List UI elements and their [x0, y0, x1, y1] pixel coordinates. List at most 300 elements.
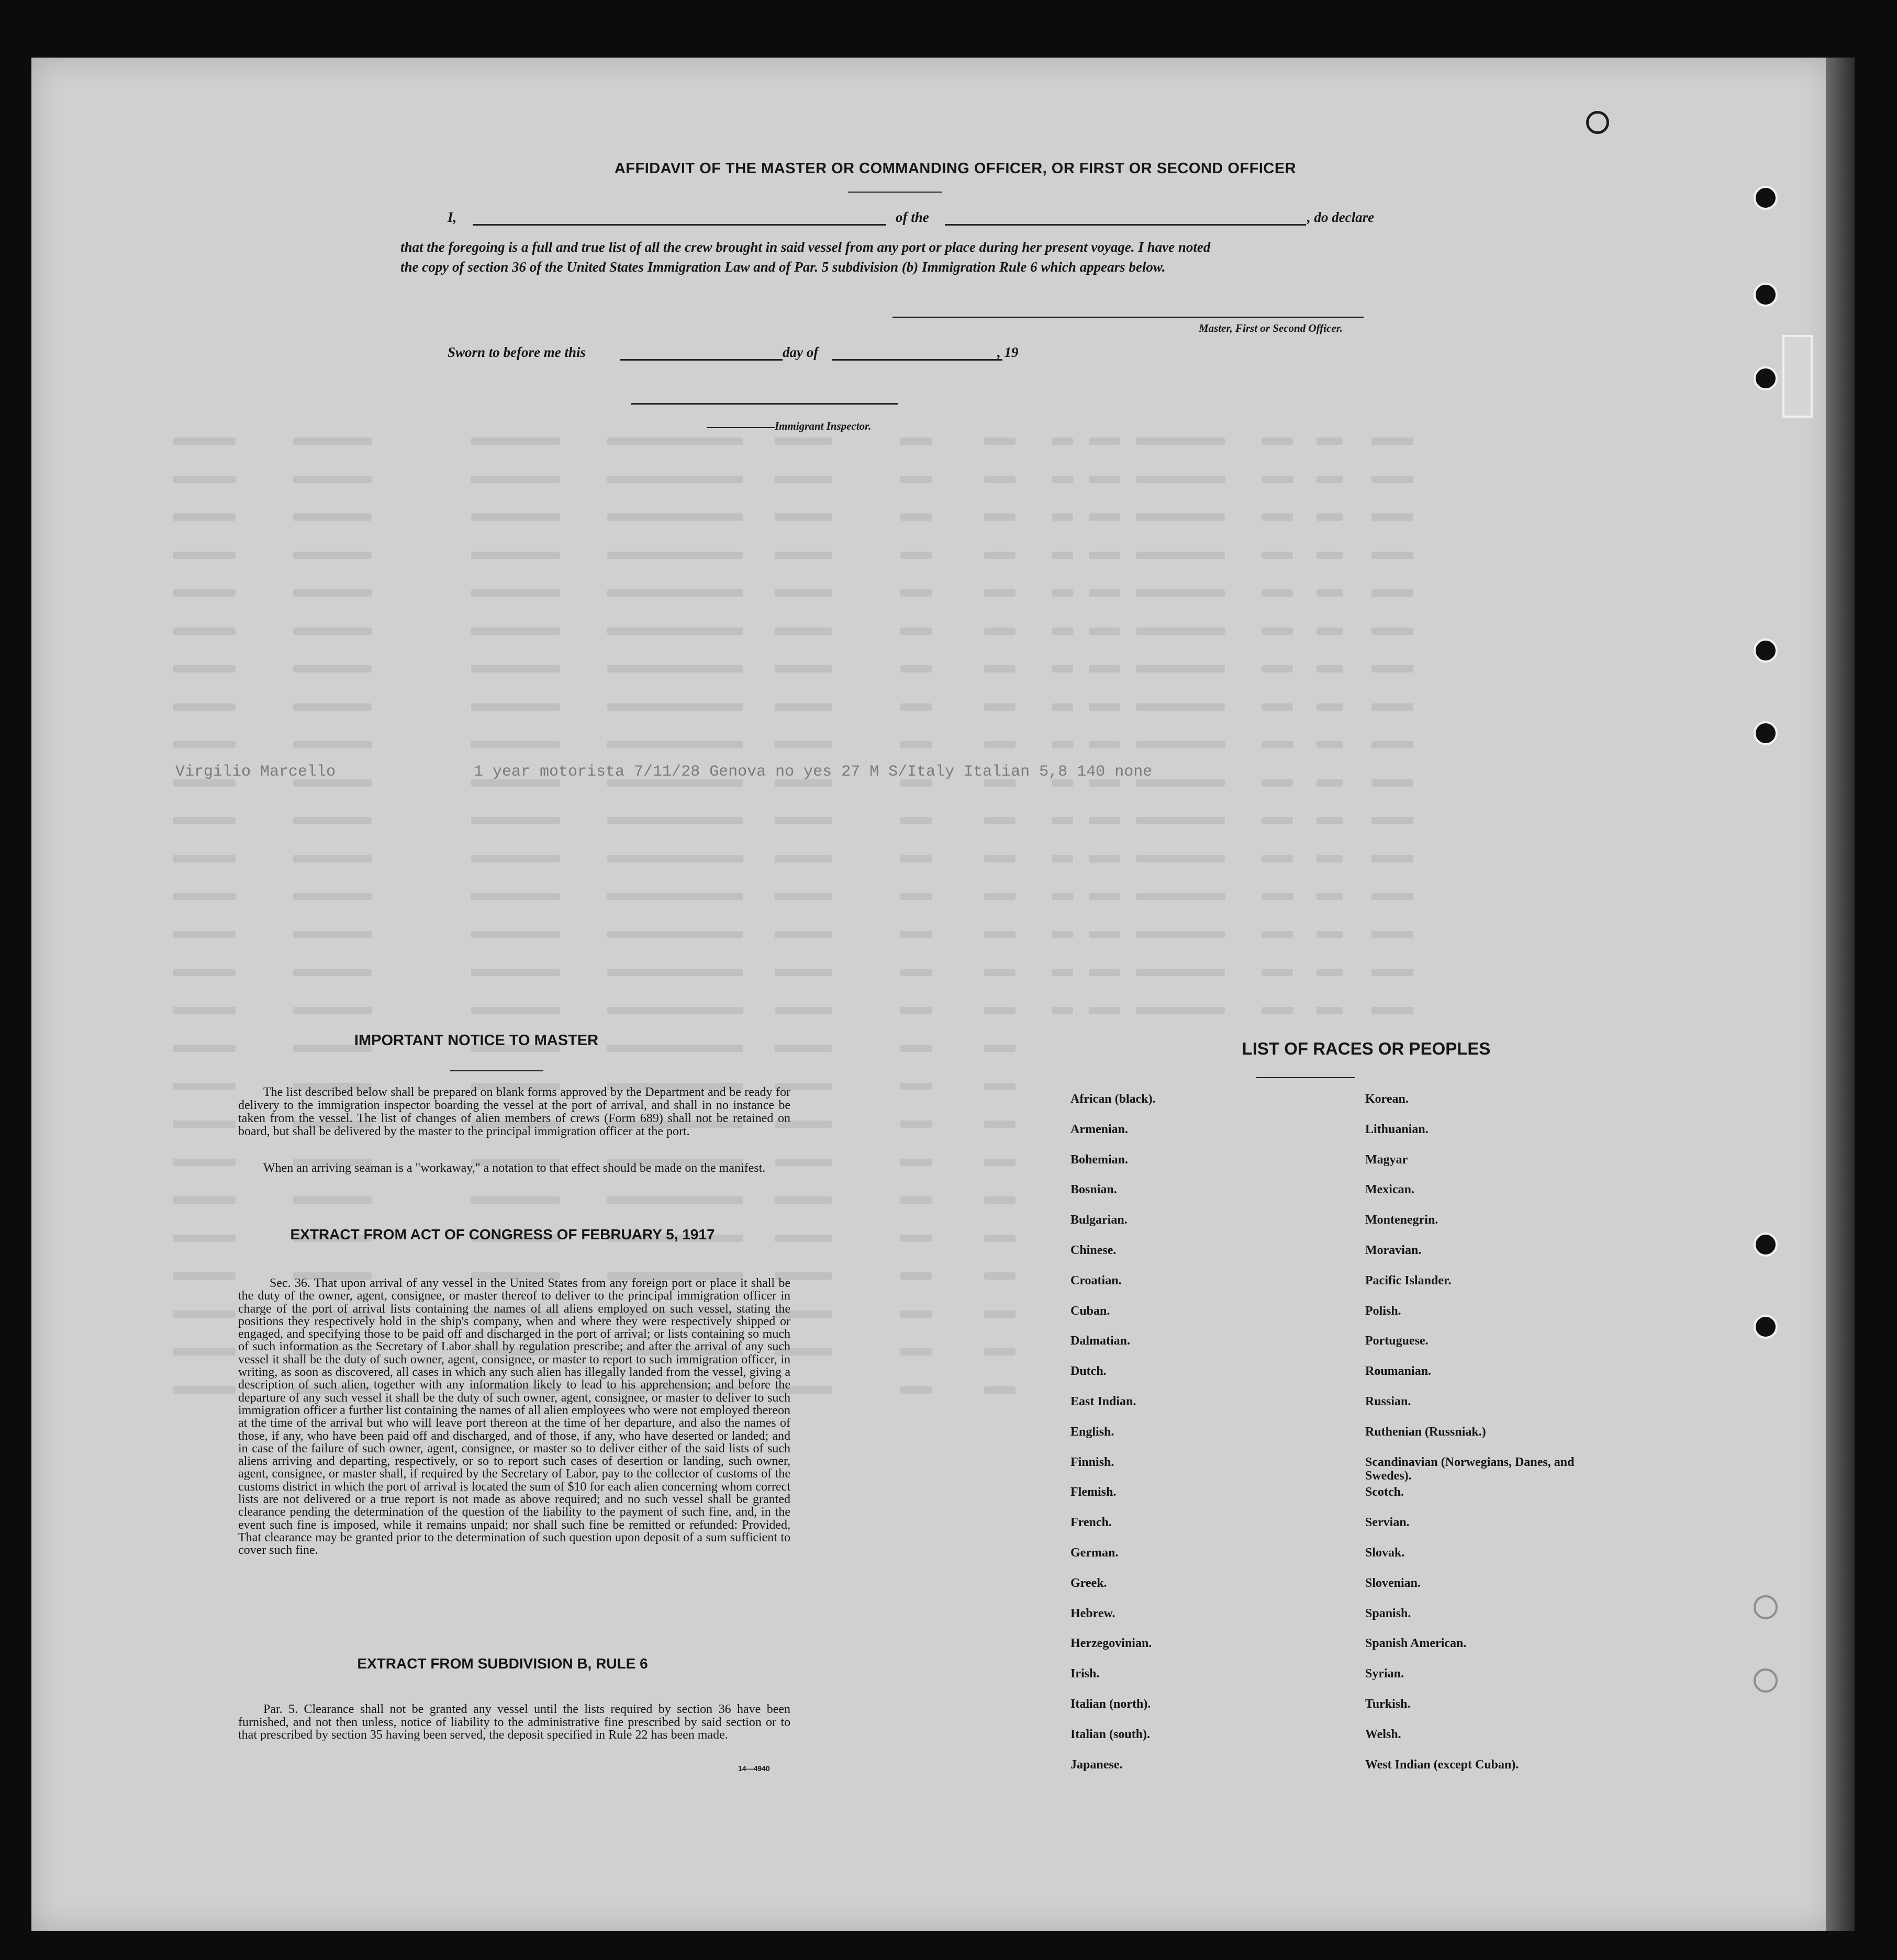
notice-rule — [450, 1070, 543, 1071]
binder-ring-icon — [1586, 111, 1609, 134]
bleed-through-mark — [607, 513, 743, 521]
bleed-through-mark — [173, 1121, 236, 1128]
bleed-through-mark — [1262, 628, 1293, 635]
bleed-through-mark — [1316, 476, 1343, 483]
race-item: Welsh. — [1365, 1727, 1401, 1741]
bleed-through-mark — [173, 1159, 236, 1166]
race-item: German. — [1070, 1545, 1119, 1560]
bleed-through-mark — [1371, 665, 1413, 673]
bleed-through-mark — [775, 817, 832, 824]
bleed-through-mark — [1262, 931, 1293, 938]
bleed-through-mark — [607, 552, 743, 559]
inspector-signature-field[interactable] — [631, 403, 898, 405]
bleed-through-mark — [1262, 817, 1293, 824]
race-item: Pacific Islander. — [1365, 1273, 1452, 1287]
bleed-through-mark — [775, 1045, 832, 1052]
bleed-through-mark — [173, 1007, 236, 1014]
bleed-through-mark — [607, 931, 743, 938]
bleed-through-mark — [293, 589, 372, 597]
inspector-label: Immigrant Inspector. — [775, 420, 872, 432]
bleed-through-mark — [775, 589, 832, 597]
bleed-through-mark — [775, 665, 832, 673]
race-item: Italian (north). — [1070, 1697, 1151, 1711]
bleed-through-mark — [1089, 931, 1120, 938]
race-item: Spanish. — [1365, 1606, 1411, 1620]
bleed-through-mark — [471, 552, 560, 559]
bleed-through-mark — [775, 969, 832, 976]
bleed-through-mark — [984, 931, 1016, 938]
bleed-through-mark — [984, 476, 1016, 483]
bleed-through-mark — [984, 1045, 1016, 1052]
bleed-through-mark — [293, 665, 372, 673]
bleed-through-mark — [173, 552, 236, 559]
bleed-through-mark — [173, 855, 236, 863]
bleed-through-mark — [900, 589, 932, 597]
notice-paragraph-2: When an arriving seaman is a "workaway," a notation to that effect should be made on the manifest. — [263, 1161, 766, 1175]
bleed-through-mark — [984, 552, 1016, 559]
bleed-through-mark — [900, 438, 932, 445]
bleed-through-mark — [900, 1311, 932, 1318]
bleed-through-mark — [1371, 741, 1413, 748]
bleed-through-mark — [293, 552, 372, 559]
bleed-through-mark — [293, 1196, 372, 1204]
bleed-through-mark — [1262, 1007, 1293, 1014]
bleed-through-mark — [607, 1007, 743, 1014]
race-item: Polish. — [1365, 1304, 1401, 1318]
race-item: Scotch. — [1365, 1485, 1404, 1499]
bleed-through-mark — [471, 1196, 560, 1204]
bleed-through-mark — [775, 855, 832, 863]
bleed-through-mark — [1052, 476, 1073, 483]
bleed-through-mark — [173, 1272, 236, 1280]
bleed-through-mark — [900, 817, 932, 824]
bleed-through-mark — [1316, 589, 1343, 597]
bleed-through-mark — [1089, 1007, 1120, 1014]
bleed-through-mark — [173, 513, 236, 521]
bleed-through-mark — [1371, 969, 1413, 976]
bleed-through-mark — [1262, 552, 1293, 559]
bleed-through-mark — [1371, 628, 1413, 635]
bleed-through-mark — [900, 628, 932, 635]
bleed-through-mark — [1136, 817, 1225, 824]
race-item: Turkish. — [1365, 1697, 1411, 1711]
bleed-through-mark — [1371, 779, 1413, 787]
race-item: African (black). — [1070, 1092, 1156, 1106]
bleed-through-mark — [471, 817, 560, 824]
inspector-rule — [707, 427, 775, 428]
bleed-through-mark — [471, 513, 560, 521]
label-do-declare: , do declare — [1307, 209, 1375, 225]
bleed-through-mark — [471, 969, 560, 976]
bleed-through-mark — [1136, 552, 1225, 559]
bleed-through-mark — [1089, 665, 1120, 673]
bleed-through-mark — [984, 1159, 1016, 1166]
bleed-through-mark — [1136, 855, 1225, 863]
binder-edge — [1826, 58, 1855, 1931]
race-item: Spanish American. — [1365, 1637, 1467, 1651]
affidavit-title: AFFIDAVIT OF THE MASTER OR COMMANDING OFFICER, OR FIRST OR SECOND OFFICER — [614, 160, 1297, 177]
bleed-through-mark — [607, 703, 743, 711]
bleed-through-mark — [775, 628, 832, 635]
bleed-through-mark — [1089, 855, 1120, 863]
race-item: Greek. — [1070, 1576, 1107, 1590]
bleed-through-mark — [984, 1348, 1016, 1356]
bleed-through-mark — [607, 817, 743, 824]
bleed-through-row: 1 year motorista 7/11/28 Genova no yes 27 M S/Italy Italian 5,8 140 none — [474, 763, 1153, 781]
bleed-through-mark — [1089, 628, 1120, 635]
declaration-line — [448, 208, 1390, 227]
bleed-through-mark — [173, 476, 236, 483]
bleed-through-mark — [173, 969, 236, 976]
bleed-through-mark — [1371, 817, 1413, 824]
bleed-through-mark — [1316, 628, 1343, 635]
races-right-column — [1365, 1092, 1595, 1788]
bleed-through-mark — [984, 513, 1016, 521]
label-of-the: of the — [896, 209, 929, 225]
title-rule — [848, 192, 942, 193]
bleed-through-mark — [173, 893, 236, 900]
sworn-month-field[interactable] — [832, 359, 1002, 361]
punch-hole-icon — [1754, 283, 1778, 307]
race-item: Syrian. — [1365, 1667, 1404, 1681]
bleed-through-mark — [1316, 1007, 1343, 1014]
bleed-through-mark — [900, 665, 932, 673]
bleed-through-mark — [900, 1348, 932, 1356]
race-item: Moravian. — [1365, 1243, 1422, 1257]
bleed-through-mark — [173, 589, 236, 597]
bleed-through-mark — [1262, 589, 1293, 597]
race-item: Dalmatian. — [1070, 1334, 1130, 1348]
bleed-through-mark — [900, 513, 932, 521]
bleed-through-mark — [984, 1121, 1016, 1128]
page-tab — [1782, 335, 1813, 418]
races-left-column — [1070, 1092, 1301, 1788]
bleed-through-mark — [1316, 703, 1343, 711]
bleed-through-mark — [900, 703, 932, 711]
bleed-through-mark — [1089, 817, 1120, 824]
bleed-through-mark — [293, 513, 372, 521]
bleed-through-mark — [173, 1196, 236, 1204]
bleed-through-mark — [984, 589, 1016, 597]
bleed-through-mark — [173, 1311, 236, 1318]
bleed-through-mark — [471, 931, 560, 938]
bleed-through-mark — [173, 931, 236, 938]
bleed-through-mark — [1316, 893, 1343, 900]
race-item: West Indian (except Cuban). — [1365, 1757, 1519, 1772]
bleed-through-mark — [607, 438, 743, 445]
bleed-through-mark — [1262, 438, 1293, 445]
bleed-through-mark — [607, 893, 743, 900]
bleed-through-mark — [1316, 855, 1343, 863]
statement-line-1: that the foregoing is a full and true list of all the crew brought in said vessel from any port or place during her present voyage. I have noted — [400, 239, 1211, 255]
bleed-through-mark — [1052, 665, 1073, 673]
bleed-through-mark — [471, 855, 560, 863]
race-item: English. — [1070, 1425, 1114, 1439]
races-rule — [1256, 1077, 1355, 1078]
bleed-through-mark — [607, 589, 743, 597]
bleed-through-mark — [775, 476, 832, 483]
bleed-through-mark — [1136, 931, 1225, 938]
bleed-through-mark — [900, 969, 932, 976]
bleed-through-mark — [471, 741, 560, 748]
bleed-through-mark — [607, 855, 743, 863]
bleed-through-mark — [984, 1007, 1016, 1014]
bleed-through-mark — [775, 513, 832, 521]
race-item: Montenegrin. — [1365, 1213, 1438, 1227]
race-item: Korean. — [1365, 1092, 1409, 1106]
bleed-through-mark — [984, 1272, 1016, 1280]
bleed-through-mark — [984, 741, 1016, 748]
bleed-through-mark — [1136, 513, 1225, 521]
form-number: 14—4940 — [738, 1764, 770, 1773]
bleed-through-mark — [775, 1007, 832, 1014]
sworn-prefix: Sworn to before me this — [448, 344, 586, 360]
bleed-through-mark — [1262, 513, 1293, 521]
race-item: Finnish. — [1070, 1455, 1114, 1469]
act-extract-text: Sec. 36. That upon arrival of any vessel in the United States from any foreign port or place it shall be the duty of the owner, agent, consignee, or master thereof to deliver to the principal immigration officer in charge of the port of arrival lists containing the names of all aliens employed on such vessel, stating the positions they respectively hold in the ship's company, when and where they were respectively shipped or engaged, and specifying those to be paid off and discharged in the port of arrival; or lists containing so much of such information as the Secretary of Labor shall by regulation prescribe; and after the arrival of any such vessel it shall be the duty of such owner, agent, consignee, or master to report to such immigration officer, in writing, as soon as discovered, all cases in which any such alien has illegally landed from the vessel, giving a description of such alien, together with any information likely to lead to his apprehension; and before the departure of any such vessel it shall be the duty of such owner, agent, consignee, or master to deliver to such immigration officer a further list containing the names of all alien employees who were not employed thereon at the time of the arrival but who will leave port thereon at the time of her departure, and also the names of those, if any, who have been paid off and discharged, and of those, if any, who have deserted or landed; and in case of the failure of such owner, agent, consignee, or master so to deliver either of the said lists of such aliens arriving and departing, respectively, or so to report such cases of desertion or landing, such owner, agent, consignee, or master shall, if required by the Secretary of Labor, pay to the collector of customs of the customs district in which the port of arrival is located the sum of $10 for each alien concerning whom correct lists are not delivered or a true report is not made as above required; and no such vessel shall be granted clearance pending the determination of the question of the liability to the payment of such fine, and, in the event such fine is imposed, while it remains unpaid; nor shall such fine be remitted or refunded: Provided, That clearance may be granted prior to the determination of such question upon deposit of a sum sufficient to cover such fine. — [238, 1276, 790, 1558]
bleed-through-mark — [471, 665, 560, 673]
bleed-through-mark — [1262, 665, 1293, 673]
bleed-through-mark — [173, 1045, 236, 1052]
punch-hole-icon — [1754, 186, 1778, 210]
bleed-through-mark — [471, 476, 560, 483]
signature-field[interactable] — [892, 317, 1364, 318]
race-item: Herzegovinian. — [1070, 1637, 1152, 1651]
bleed-through-mark — [1136, 628, 1225, 635]
race-item: Lithuanian. — [1365, 1122, 1429, 1136]
bleed-through-mark — [293, 628, 372, 635]
bleed-through-mark — [775, 703, 832, 711]
bleed-through-mark — [1052, 628, 1073, 635]
label-i: I, — [448, 209, 457, 225]
statement-line-2: the copy of section 36 of the United States Immigration Law and of Par. 5 subdivision (b) Immigration Rule 6 which appears below. — [400, 259, 1166, 275]
bleed-through-mark — [1089, 969, 1120, 976]
bleed-through-mark — [1262, 779, 1293, 787]
bleed-through-mark — [1052, 855, 1073, 863]
bleed-through-mark — [1316, 817, 1343, 824]
bleed-through-mark — [775, 438, 832, 445]
punch-hole-icon — [1754, 1668, 1778, 1693]
rule-extract-text: Par. 5. Clearance shall not be granted any vessel until the lists required by section 36 have been furnished, and not then unless, notice of liability to the administrative fine prescribed by said section or to that prescribed by section 35 having been served, the deposit specified in Rule 22 has been made. — [238, 1703, 790, 1742]
bleed-through-mark — [1052, 931, 1073, 938]
bleed-through-mark — [900, 741, 932, 748]
bleed-through-mark — [293, 476, 372, 483]
bleed-through-mark — [900, 1045, 932, 1052]
bleed-through-mark — [173, 817, 236, 824]
bleed-through-mark — [900, 1007, 932, 1014]
bleed-through-mark — [173, 1235, 236, 1242]
bleed-through-mark — [1316, 665, 1343, 673]
bleed-through-mark — [1089, 513, 1120, 521]
bleed-through-mark — [775, 893, 832, 900]
punch-hole-icon — [1754, 1233, 1778, 1257]
bleed-through-mark — [984, 1386, 1016, 1394]
race-item: Armenian. — [1070, 1122, 1128, 1136]
race-item: Hebrew. — [1070, 1606, 1115, 1620]
bleed-through-mark — [1136, 1007, 1225, 1014]
race-item: Slovak. — [1365, 1545, 1405, 1560]
act-extract-title: EXTRACT FROM ACT OF CONGRESS OF FEBRUARY 5, 1917 — [290, 1226, 715, 1242]
bleed-through-mark — [173, 703, 236, 711]
bleed-through-mark — [607, 969, 743, 976]
race-item: Russian. — [1365, 1394, 1411, 1408]
bleed-through-mark — [1262, 703, 1293, 711]
races-title: LIST OF RACES OR PEOPLES — [1242, 1039, 1491, 1058]
bleed-through-mark — [984, 1311, 1016, 1318]
bleed-through-mark — [1052, 741, 1073, 748]
bleed-through-mark — [775, 931, 832, 938]
bleed-through-mark — [1316, 741, 1343, 748]
bleed-through-mark — [293, 817, 372, 824]
bleed-through-name: Virgilio Marcello — [175, 763, 336, 781]
bleed-through-mark — [1262, 476, 1293, 483]
race-item: Slovenian. — [1365, 1576, 1421, 1590]
bleed-through-mark — [1089, 552, 1120, 559]
bleed-through-mark — [471, 893, 560, 900]
bleed-through-mark — [1089, 589, 1120, 597]
race-item: Bosnian. — [1070, 1183, 1117, 1197]
bleed-through-mark — [984, 1196, 1016, 1204]
bleed-through-mark — [900, 855, 932, 863]
bleed-through-mark — [607, 628, 743, 635]
bleed-through-mark — [775, 1235, 832, 1242]
race-item: Servian. — [1365, 1516, 1410, 1530]
bleed-through-mark — [900, 1272, 932, 1280]
race-item: Roumanian. — [1365, 1364, 1432, 1379]
bleed-through-mark — [1371, 438, 1413, 445]
bleed-through-mark — [293, 969, 372, 976]
bleed-through-mark — [1262, 855, 1293, 863]
bleed-through-mark — [173, 741, 236, 748]
bleed-through-mark — [1052, 969, 1073, 976]
bleed-through-mark — [900, 1386, 932, 1394]
sworn-year-label: , 19 — [997, 344, 1019, 360]
bleed-through-mark — [471, 628, 560, 635]
bleed-through-mark — [1371, 589, 1413, 597]
bleed-through-mark — [1136, 438, 1225, 445]
bleed-through-mark — [173, 1083, 236, 1090]
signature-label: Master, First or Second Officer. — [1199, 322, 1343, 334]
bleed-through-mark — [1136, 893, 1225, 900]
bleed-through-mark — [607, 1196, 743, 1204]
bleed-through-mark — [900, 552, 932, 559]
bleed-through-mark — [1371, 552, 1413, 559]
bleed-through-mark — [1262, 893, 1293, 900]
race-item: Japanese. — [1070, 1757, 1123, 1772]
sworn-day-label: day of — [783, 344, 819, 360]
bleed-through-mark — [1136, 741, 1225, 748]
bleed-through-mark — [1052, 817, 1073, 824]
bleed-through-mark — [900, 1235, 932, 1242]
name-field[interactable] — [473, 224, 886, 226]
bleed-through-mark — [1052, 513, 1073, 521]
bleed-through-mark — [1089, 476, 1120, 483]
bleed-through-mark — [1262, 969, 1293, 976]
bleed-through-mark — [984, 628, 1016, 635]
bleed-through-mark — [293, 741, 372, 748]
bleed-through-mark — [293, 893, 372, 900]
bleed-through-mark — [1316, 552, 1343, 559]
bleed-through-mark — [1371, 931, 1413, 938]
bleed-through-mark — [1371, 476, 1413, 483]
bleed-through-mark — [471, 1007, 560, 1014]
bleed-through-mark — [1316, 513, 1343, 521]
bleed-through-mark — [1136, 665, 1225, 673]
bleed-through-mark — [1316, 438, 1343, 445]
sworn-date-field[interactable] — [620, 359, 783, 361]
bleed-through-mark — [900, 1121, 932, 1128]
bleed-through-mark — [900, 1196, 932, 1204]
bleed-through-mark — [984, 438, 1016, 445]
bleed-through-mark — [900, 1159, 932, 1166]
vessel-field[interactable] — [945, 224, 1306, 226]
race-item: Portuguese. — [1365, 1334, 1429, 1348]
bleed-through-mark — [293, 855, 372, 863]
bleed-through-mark — [293, 1007, 372, 1014]
bleed-through-mark — [900, 1083, 932, 1090]
bleed-through-mark — [1136, 703, 1225, 711]
bleed-through-mark — [1052, 438, 1073, 445]
bleed-through-mark — [1052, 893, 1073, 900]
bleed-through-mark — [1052, 552, 1073, 559]
bleed-through-mark — [1089, 741, 1120, 748]
bleed-through-mark — [173, 628, 236, 635]
race-item: Italian (south). — [1070, 1727, 1151, 1741]
bleed-through-mark — [293, 703, 372, 711]
race-item: Chinese. — [1070, 1243, 1117, 1257]
bleed-through-mark — [293, 438, 372, 445]
bleed-through-mark — [173, 1348, 236, 1356]
punch-hole-icon — [1754, 366, 1778, 390]
race-item: Flemish. — [1070, 1485, 1117, 1499]
bleed-through-mark — [984, 665, 1016, 673]
race-item: Mexican. — [1365, 1183, 1414, 1197]
bleed-through-mark — [775, 1196, 832, 1204]
bleed-through-mark — [1316, 931, 1343, 938]
bleed-through-mark — [293, 931, 372, 938]
race-item: Ruthenian (Russniak.) — [1365, 1425, 1486, 1439]
race-item: Bohemian. — [1070, 1152, 1129, 1167]
bleed-through-mark — [607, 665, 743, 673]
race-item: Bulgarian. — [1070, 1213, 1128, 1227]
bleed-through-mark — [607, 741, 743, 748]
bleed-through-mark — [1052, 1007, 1073, 1014]
bleed-through-mark — [1136, 476, 1225, 483]
bleed-through-mark — [984, 1235, 1016, 1242]
race-item: Croatian. — [1070, 1273, 1122, 1287]
bleed-through-mark — [1089, 438, 1120, 445]
race-item: French. — [1070, 1516, 1112, 1530]
bleed-through-mark — [775, 552, 832, 559]
bleed-through-mark — [1262, 741, 1293, 748]
bleed-through-mark — [1052, 589, 1073, 597]
bleed-through-mark — [984, 1083, 1016, 1090]
bleed-through-mark — [471, 703, 560, 711]
bleed-through-mark — [900, 893, 932, 900]
bleed-through-mark — [173, 438, 236, 445]
bleed-through-mark — [984, 703, 1016, 711]
race-item: Magyar — [1365, 1152, 1408, 1167]
bleed-through-mark — [1371, 1007, 1413, 1014]
bleed-through-mark — [984, 817, 1016, 824]
bleed-through-mark — [1371, 703, 1413, 711]
bleed-through-mark — [1136, 969, 1225, 976]
race-item: Irish. — [1070, 1667, 1100, 1681]
race-item: Dutch. — [1070, 1364, 1107, 1379]
rule-extract-title: EXTRACT FROM SUBDIVISION B, RULE 6 — [357, 1655, 648, 1672]
bleed-through-mark — [984, 855, 1016, 863]
bleed-through-mark — [1316, 779, 1343, 787]
